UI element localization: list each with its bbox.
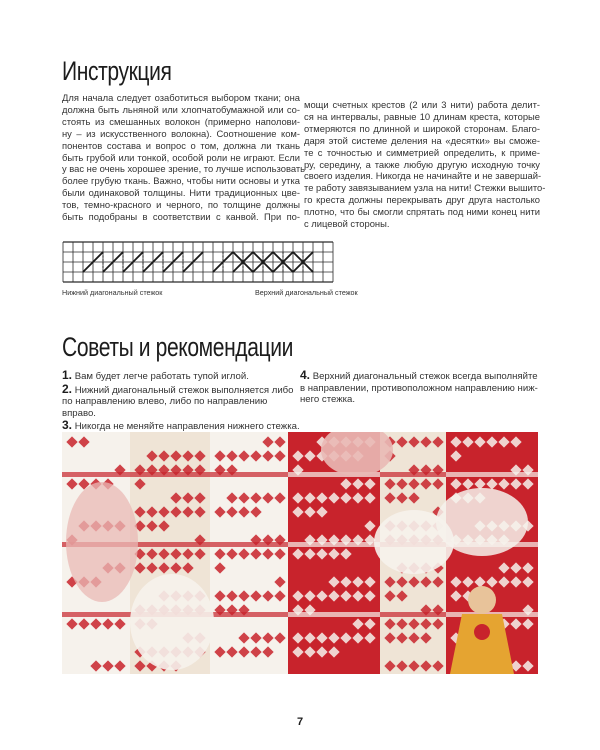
text-line: те с точностью и симметрией определить, к приме-: [304, 146, 540, 158]
stitch-diagram: [62, 240, 342, 286]
tip-number: 4.: [300, 368, 311, 382]
section-title-tips: Советы и рекомендации: [62, 332, 293, 362]
tip-item: [62, 381, 302, 420]
text-line: Для начала следует озаботиться выбором ткани; она: [62, 92, 300, 103]
text-line: те работу завязыванием узла на нити! Стежки вышито-: [304, 182, 546, 194]
text-line: должна быть льняной или хлопчатобумажной или со-: [62, 103, 300, 115]
text-line: более грубую ткань. Важно, чтобы нити основы и утка: [62, 175, 300, 187]
tip-number: 1.: [62, 368, 73, 382]
embroidered-towel: [210, 432, 292, 674]
text-line: ну – из искусственного волокна). Соотношение ком-: [62, 127, 300, 139]
text-line: у вас не очень хорошее зрение, то лучше использовать: [62, 163, 306, 175]
text-line: го креста должны перекрывать друг друга настолько: [304, 194, 540, 206]
text-line: быть грубой или тонкой, особой роли не играют. Если: [62, 151, 300, 163]
text-line: стоять из смешанных волокон (примерно наполови-: [62, 115, 300, 127]
tip-text: Верхний диагональный стежок всегда выполняйте в направлении, противоположном направлению ниж-него стежка.: [300, 371, 538, 406]
caption-top-stitch: Верхний диагональный стежок: [255, 288, 358, 297]
text-line: были одинаковой толщины. Нити традиционных цве-: [62, 187, 300, 199]
tip-item: [62, 370, 302, 383]
tip-number: 2.: [62, 381, 73, 396]
embroidery-photo: [62, 432, 538, 674]
text-line: быть подобраны в соответствии с канвой. При по-: [62, 211, 300, 223]
text-line: ся на интервалы, равные 10 длинам креста, которые: [304, 110, 540, 122]
text-line: с лицевой стороны.: [304, 218, 390, 230]
text-line: ру, середину, а также любую другую исходную точку: [304, 158, 540, 170]
text-line: понентов состава и вопрос о том, должна ли ткань: [62, 139, 300, 151]
instruction-text-right: [304, 99, 546, 230]
tip-text: Вам будет легче работать тупой иглой.: [74, 371, 249, 382]
tips-list-right: [300, 370, 538, 407]
page-number: 7: [296, 716, 304, 728]
text-line: мощи счетных крестов (2 или 3 нити) работа делит-: [304, 99, 540, 110]
text-line: плотно, что бы смогли спрятать под ними конец нити: [304, 206, 540, 218]
canvas-grid: [63, 242, 333, 282]
tip-number: 3.: [62, 418, 73, 433]
text-line: тов, темно-красного и черного, по толщине должны: [62, 199, 300, 211]
section-title-instruction: Инструкция: [62, 56, 172, 86]
text-line: отмеряются по длинной и широкой сторонам. Благо-: [304, 122, 540, 134]
text-line: своего изделия. Никогда не начинайте и не завершай-: [304, 170, 542, 182]
text-line: даря этой системе деления на «десятки» вы сможе-: [304, 134, 540, 146]
tip-text: Никогда не меняйте направления нижнего стежка.: [74, 421, 300, 433]
tips-list-left: [62, 370, 302, 434]
caption-bottom-stitch: Нижний диагональный стежок: [62, 288, 163, 297]
tip-item: [300, 370, 538, 406]
instruction-text-left: [62, 92, 306, 223]
embroidered-towels-image: [62, 432, 538, 674]
tip-text: Нижний диагональный стежок выполняется либо по направлению влево, либо по направлению вправо.: [62, 384, 294, 419]
